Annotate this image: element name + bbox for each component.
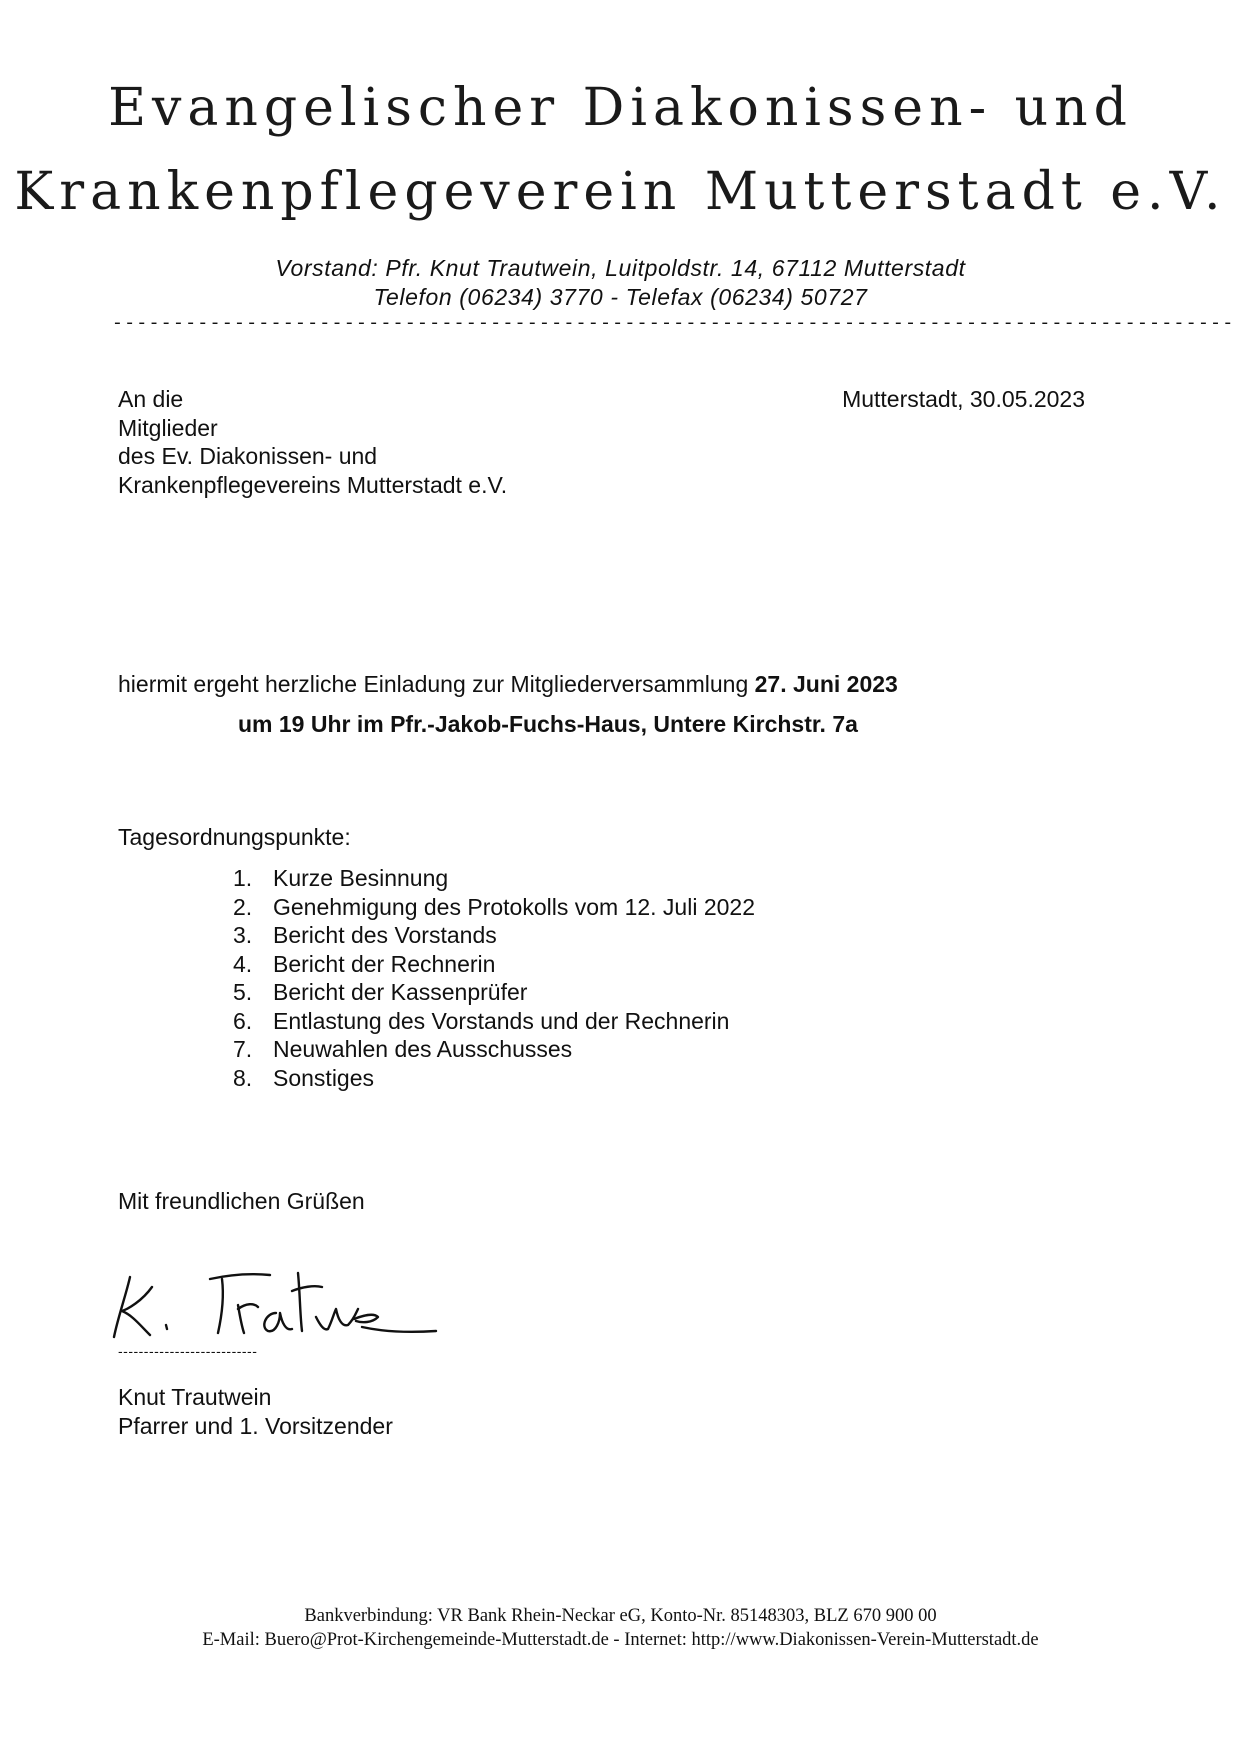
agenda-item-number: 7. — [233, 1036, 253, 1062]
agenda-item-text: Neuwahlen des Ausschusses — [273, 1036, 573, 1062]
invitation-intro: hiermit ergeht herzliche Einladung zur Mitgliederversammlung — [118, 671, 755, 697]
agenda-item — [233, 1035, 755, 1064]
agenda-item — [233, 864, 755, 893]
agenda-item-text: Bericht der Rechnerin — [273, 950, 496, 977]
letterhead-phone: Telefon (06234) 3770 - Telefax (06234) 50727 — [373, 284, 868, 310]
agenda-item-number: 8. — [233, 1064, 253, 1091]
agenda-item-text: Genehmigung des Protokolls vom 12. Juli 2022 — [273, 893, 756, 920]
letterhead-title-line1: Evangelischer Diakonissen- und — [108, 78, 1133, 138]
agenda-item-text: Sonstiges — [273, 1064, 375, 1091]
meeting-place: um 19 Uhr im Pfr.-Jakob-Fuchs-Haus, Untere Kirchstr. 7a — [238, 711, 858, 737]
agenda-list — [233, 864, 755, 1092]
address-line: Krankenpflegevereins Mutterstadt e.V. — [118, 471, 508, 498]
signature-line: --------------------------- — [118, 1343, 258, 1359]
signature-image — [110, 1265, 440, 1345]
letter-date: Mutterstadt, 30.05.2023 — [842, 386, 1085, 412]
agenda-item-number: 5. — [233, 979, 253, 1005]
footer-bank: Bankverbindung: VR Bank Rhein-Neckar eG, Konto-Nr. 85148303, BLZ 670 900 00 — [304, 1606, 937, 1626]
agenda-item-text: Kurze Besinnung — [273, 865, 449, 891]
letterhead-vorstand: Vorstand: Pfr. Knut Trautwein, Luitpoldstr. 14, 67112 Mutterstadt — [275, 255, 966, 281]
agenda-item-text: Bericht der Kassenprüfer — [273, 979, 528, 1005]
recipient-address — [118, 385, 507, 499]
closing-greeting: Mit freundlichen Grüßen — [118, 1188, 365, 1214]
agenda-item — [233, 978, 755, 1007]
agenda-item-text: Entlastung des Vorstands und der Rechnerin — [273, 1007, 730, 1034]
invitation-text — [118, 670, 898, 699]
agenda-item-number: 2. — [233, 893, 253, 920]
agenda-item — [233, 1007, 755, 1036]
agenda-item — [233, 921, 755, 950]
agenda-item — [233, 950, 755, 979]
meeting-date: 27. Juni 2023 — [754, 671, 898, 697]
footer-contact: E-Mail: Buero@Prot-Kirchengemeinde-Mutterstadt.de - Internet: http://www.Diakonissen-Verein-Mutterstadt.de — [202, 1630, 1039, 1650]
agenda-item — [233, 1064, 755, 1093]
agenda-item-number: 4. — [233, 950, 253, 977]
letterhead-title-line2: Krankenpflegeverein Mutterstadt e.V. — [14, 162, 1227, 222]
address-line: des Ev. Diakonissen- und — [118, 443, 378, 469]
address-line: An die — [118, 386, 184, 412]
letterhead-separator: -------------------------------------------------------------------------------------------- — [112, 314, 1235, 334]
agenda-item-number: 1. — [233, 865, 253, 891]
agenda-item-number: 6. — [233, 1007, 253, 1034]
agenda-item-number: 3. — [233, 922, 253, 948]
agenda-heading: Tagesordnungspunkte: — [118, 824, 351, 850]
signer-name: Knut Trautwein — [118, 1384, 272, 1410]
agenda-item — [233, 893, 755, 922]
address-line: Mitglieder — [118, 414, 218, 441]
agenda-item-text: Bericht des Vorstands — [273, 922, 497, 948]
signer-role: Pfarrer und 1. Vorsitzender — [118, 1413, 393, 1439]
